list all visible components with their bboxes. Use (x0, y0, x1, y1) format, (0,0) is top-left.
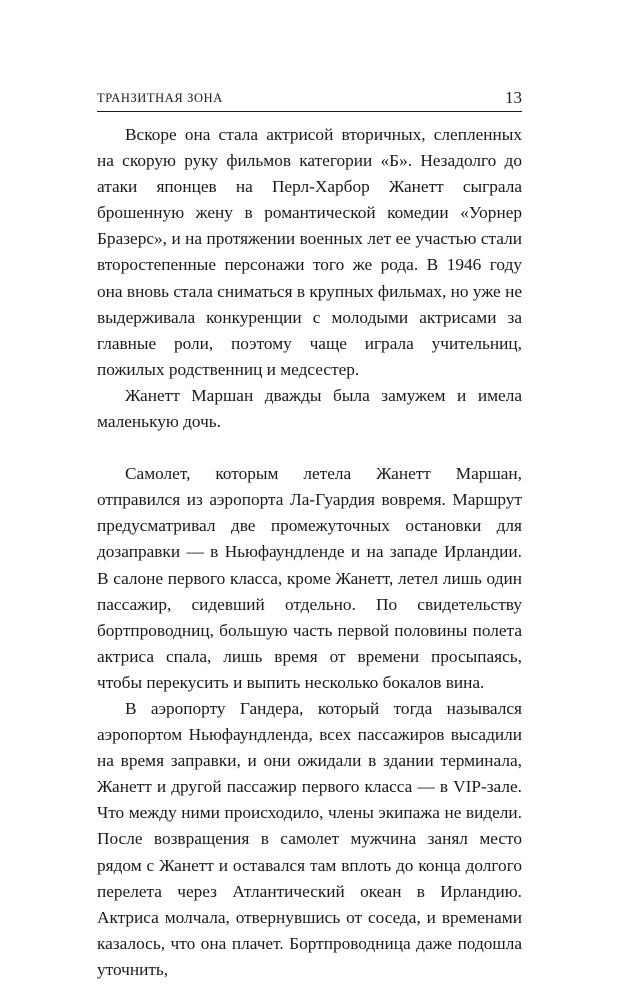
page-number: 13 (505, 88, 522, 107)
running-head (97, 86, 522, 110)
header-rule (97, 111, 522, 112)
paragraph: Жанетт Маршан дважды была замужем и имела маленькую дочь. (97, 385, 522, 432)
paragraph: В аэропорту Гандера, который тогда назывался аэропортом Ньюфаундленда, всех пассажиров высадили на время заправки, и они ожидали в здании терминала, Жанетт и другой пассажир первого класса — в VIP-зале. Что между ними происходило, члены экипажа не видели. После возвращения в самолет мужчина занял место рядом с Жанетт и оставался там вплоть до конца долгого перелета через Атлантический океан в Ирландию. Актриса молчала, отвернувшись от соседа, и временами казалось, что она плачет. Бортпроводница даже подошла уточнить, (97, 698, 522, 979)
section-break (97, 435, 522, 461)
paragraph: Вскоре она стала актрисой вторичных, слепленных на скорую руку фильмов категории «Б». Незадолго до атаки японцев на Перл-Харбор Жанетт сыграла брошенную жену в романтической комедии «Уорнер Бразерс», и на протяжении военных лет ее участью стали второстепенные персонажи того же рода. В 1946 году она вновь стала сниматься в крупных фильмах, но уже не выдерживала конкуренции с молодыми актрисами за главные роли, поэтому чаще играла учительниц, пожилых родственниц и медсестер. (97, 125, 522, 379)
body-text (97, 122, 522, 983)
running-title: ТРАНЗИТНАЯ ЗОНА (97, 91, 223, 105)
paragraph: Самолет, которым летела Жанетт Маршан, отправился из аэропорта Ла-Гуардия вовремя. Маршрут предусматривал две промежуточных остановки для дозаправки — в Ньюфаундленде и на западе Ирландии. В салоне первого класса, кроме Жанетт, летел лишь один пассажир, сидевший отдельно. По свидетельству бортпроводниц, большую часть первой половины полета актриса спала, лишь время от времени просыпаясь, чтобы перекусить и выпить несколько бокалов вина. (97, 464, 522, 692)
